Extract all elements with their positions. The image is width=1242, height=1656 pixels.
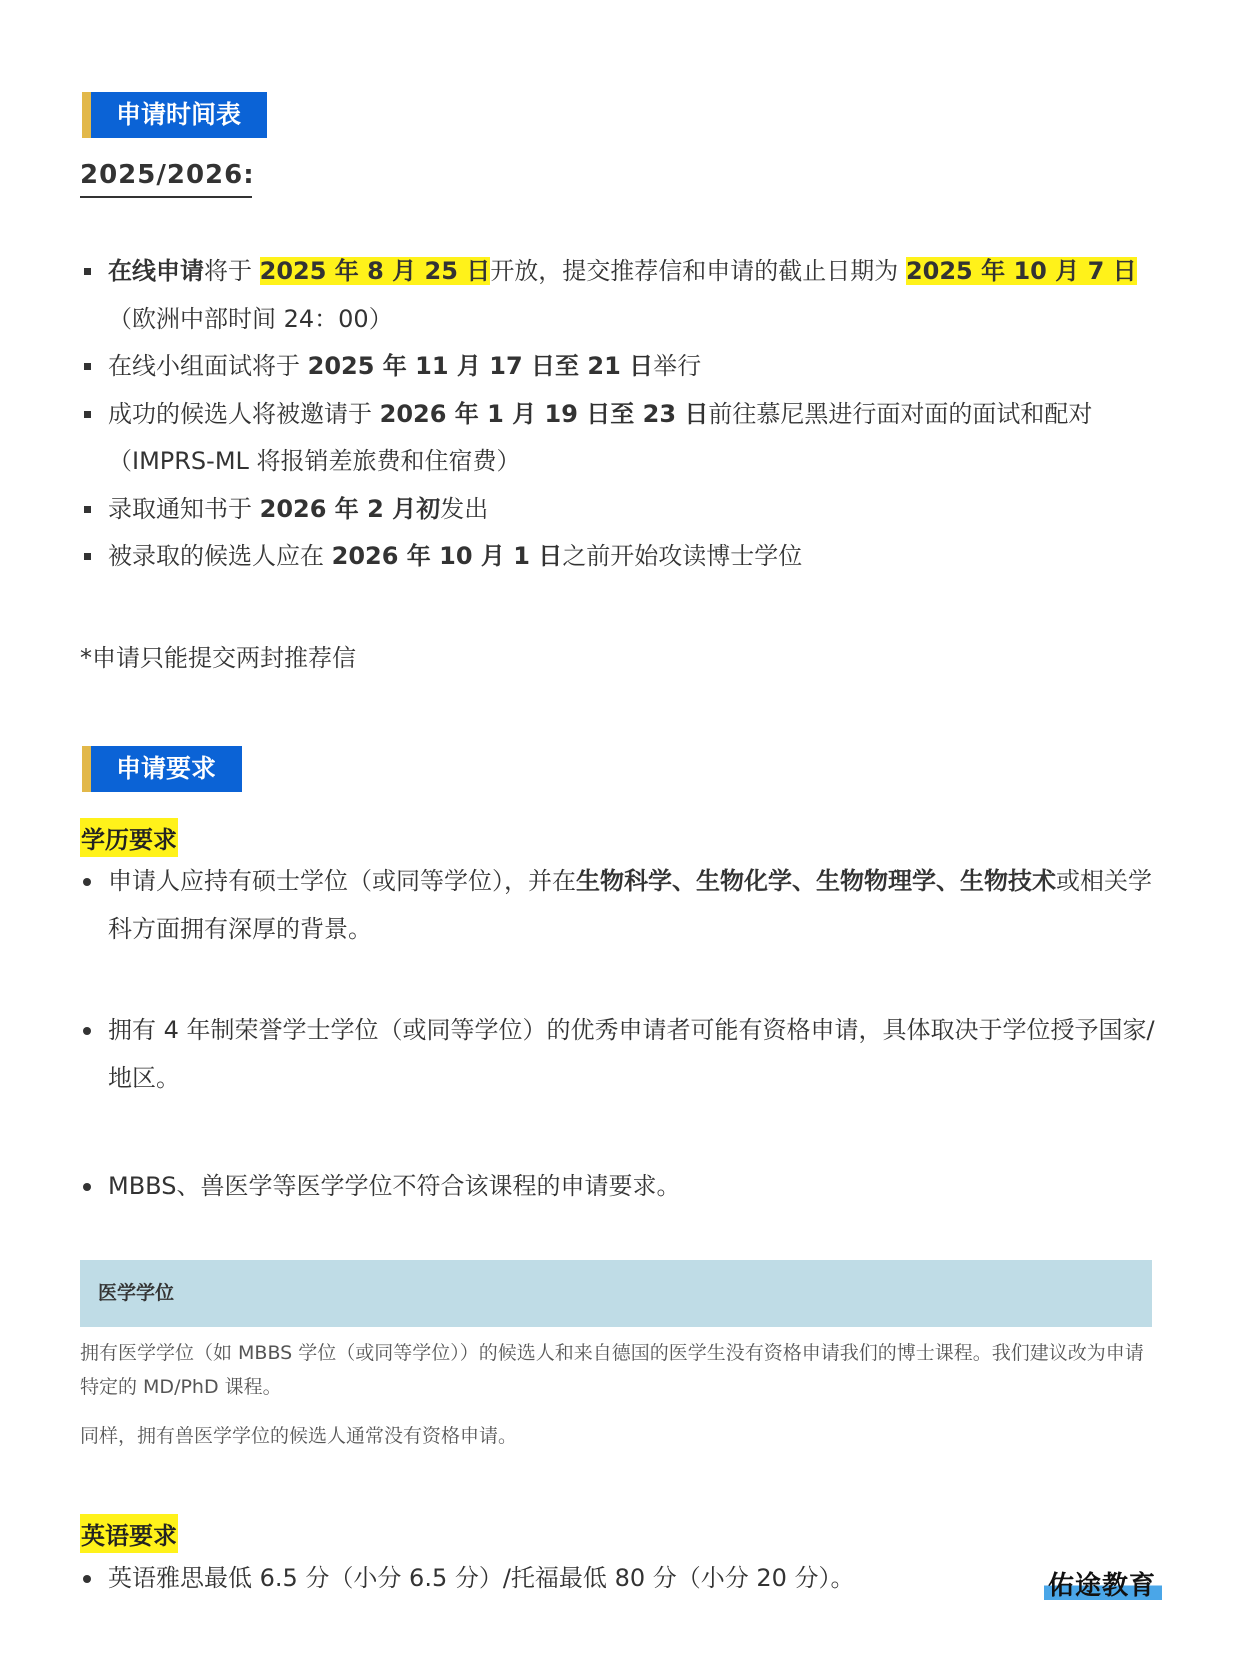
bullet-square-icon [84, 363, 91, 370]
english-heading: 英语要求 [80, 1514, 178, 1553]
education-list [80, 1163, 1170, 1211]
bullet-square-icon [84, 268, 91, 275]
text: 将于 [204, 257, 260, 285]
list-item [80, 1555, 1040, 1603]
list-item [80, 1007, 1170, 1102]
text: 开放，提交推荐信和申请的截止日期为 [490, 257, 906, 285]
medical-degree-paragraph: 拥有医学学位（如 MBBS 学位（或同等学位））的候选人和来自德国的医学生没有资格申请我们的博士课程。我们建议改为申请特定的 MD/PhD 课程。 [80, 1342, 1144, 1398]
text: 录取通知书于 [108, 494, 260, 523]
text: 前往慕尼黑进行面对面的面试和配对（IMPRS-ML 将报销差旅费和住宿费） [108, 399, 1093, 475]
bullet-square-icon [84, 506, 91, 513]
education-list [80, 1007, 1170, 1102]
section-title: 申请时间表 [91, 92, 267, 138]
veterinary-paragraph: 同样，拥有兽医学学位的候选人通常没有资格申请。 [80, 1425, 518, 1447]
text: 之前开始攻读博士学位 [562, 542, 803, 570]
text: 英语雅思最低 6.5 分（小分 6.5 分）/托福最低 80 分（小分 20 分）。 [108, 1564, 855, 1592]
bullet-dot-icon [83, 1183, 91, 1191]
bold-date: 2026 年 10 月 1 日 [331, 542, 563, 570]
medical-degree-box-title: 医学学位 [80, 1260, 1152, 1327]
section-header-requirements [82, 746, 242, 792]
list-item [80, 858, 1170, 953]
section-header-timeline [82, 92, 267, 138]
section-header-accent-bar [82, 746, 91, 792]
list-item [80, 486, 1170, 534]
bullet-dot-icon [83, 1575, 91, 1583]
education-heading: 学历要求 [80, 818, 178, 857]
english-list [80, 1555, 1040, 1603]
text: 成功的候选人将被邀请于 [108, 399, 380, 428]
year-label: 2025/2026: [80, 160, 252, 198]
text: 在线小组面试将于 [108, 352, 308, 380]
highlight-date: 2025 年 8 月 25 日 [259, 257, 491, 285]
list-item [80, 1163, 1170, 1211]
brand-logo: 佑途教育 [1044, 1565, 1162, 1606]
list-item [80, 391, 1170, 486]
timeline-list [80, 248, 1170, 581]
section-title: 申请要求 [91, 746, 242, 792]
bullet-square-icon [84, 553, 91, 560]
list-item [80, 533, 1170, 581]
bold-text: 在线申请 [108, 257, 204, 285]
list-item [80, 343, 1170, 391]
text: 被录取的候选人应在 [108, 542, 332, 570]
text: 申请人应持有硕士学位（或同等学位），并在 [108, 867, 576, 895]
text: （欧洲中部时间 24：00） [108, 304, 393, 333]
text: 或相关学科方面拥有深厚的背景。 [108, 867, 1152, 943]
bold-date: 2025 年 11 月 17 日至 21 日 [307, 352, 654, 380]
text: 发出 [440, 494, 489, 523]
list-item [80, 248, 1170, 343]
bullet-dot-icon [83, 1027, 91, 1035]
bullet-square-icon [84, 411, 91, 418]
text: MBBS、兽医学等医学学位不符合该课程的申请要求。 [108, 1172, 681, 1200]
text: 拥有 4 年制荣誉学士学位（或同等学位）的优秀申请者可能有资格申请，具体取决于学位授予国家/地区。 [108, 1016, 1155, 1092]
education-list [80, 858, 1170, 953]
section-header-accent-bar [82, 92, 91, 138]
bold-date: 2026 年 1 月 19 日至 23 日 [379, 399, 709, 428]
bullet-dot-icon [83, 878, 91, 886]
bold-date: 2026 年 2 月初 [259, 494, 441, 523]
recommendation-note: *申请只能提交两封推荐信 [80, 644, 356, 672]
highlight-date: 2025 年 10 月 7 日 [905, 257, 1137, 285]
bold-text: 生物科学、生物化学、生物物理学、生物技术 [576, 867, 1056, 895]
text: 举行 [653, 352, 702, 380]
